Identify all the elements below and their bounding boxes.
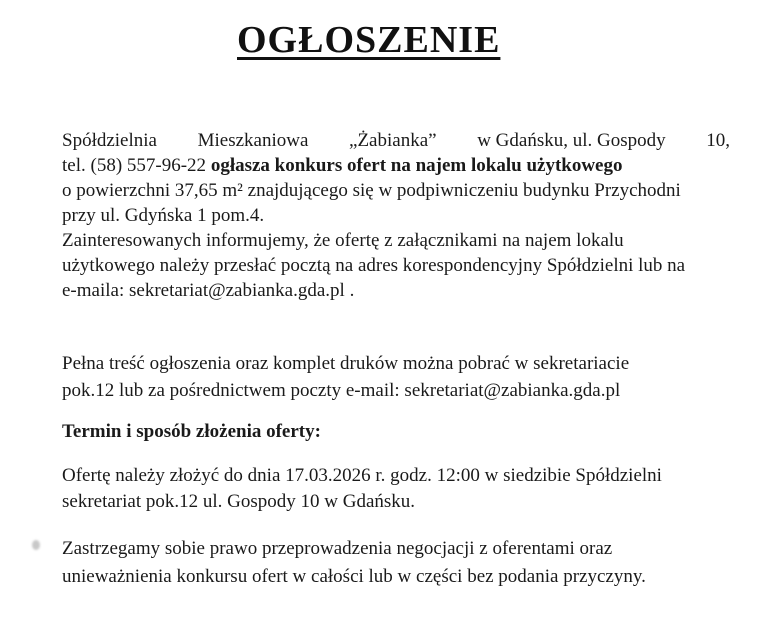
paragraph5-line2: unieważnienia konkursu ofert w całości lub w części bez podania przyczyny. bbox=[62, 566, 646, 587]
paragraph1-line1 bbox=[62, 130, 730, 152]
section-heading: Termin i sposób złożenia oferty: bbox=[62, 421, 321, 442]
paragraph1-line4: przy ul. Gdyńska 1 pom.4. bbox=[62, 205, 265, 226]
paragraph2-line3: e-maila: sekretariat@zabianka.gda.pl . bbox=[62, 280, 355, 301]
paragraph2-line2: użytkowego należy przesłać pocztą na adres korespondencyjny Spółdzielni lub na bbox=[62, 255, 686, 276]
paragraph2-line1: Zainteresowanych informujemy, że ofertę z załącznikami na najem lokalu bbox=[62, 230, 624, 251]
paragraph3-line1: Pełna treść ogłoszenia oraz komplet druków można pobrać w sekretariacie bbox=[62, 353, 630, 374]
word: Spółdzielnia bbox=[62, 130, 157, 151]
word: w Gdańsku, ul. Gospody bbox=[477, 130, 666, 151]
paragraph5-line1: Zastrzegamy sobie prawo przeprowadzenia negocjacji z oferentami oraz bbox=[62, 538, 613, 559]
word: 10, bbox=[706, 130, 730, 151]
word: Mieszkaniowa bbox=[197, 130, 309, 151]
paragraph1-line2 bbox=[62, 155, 623, 177]
paragraph1-line3: o powierzchni 37,65 m² znajdującego się w podpiwniczeniu budynku Przychodni bbox=[62, 180, 681, 201]
paragraph4-line2: sekretariat pok.12 ul. Gospody 10 w Gdańsku. bbox=[62, 491, 416, 512]
document-title: OGŁOSZENIE bbox=[237, 19, 501, 61]
phone-text: tel. (58) 557-96-22 bbox=[62, 155, 211, 176]
word: „Żabianka” bbox=[349, 130, 437, 151]
paragraph3-line2: pok.12 lub za pośrednictwem poczty e-mail: sekretariat@zabianka.gda.pl bbox=[62, 380, 621, 401]
offer-announcement-bold: ogłasza konkurs ofert na najem lokalu użytkowego bbox=[210, 155, 623, 176]
scan-artifact bbox=[32, 540, 40, 550]
paragraph4-line1: Ofertę należy złożyć do dnia 17.03.2026 r. godz. 12:00 w siedzibie Spółdzielni bbox=[62, 465, 662, 486]
